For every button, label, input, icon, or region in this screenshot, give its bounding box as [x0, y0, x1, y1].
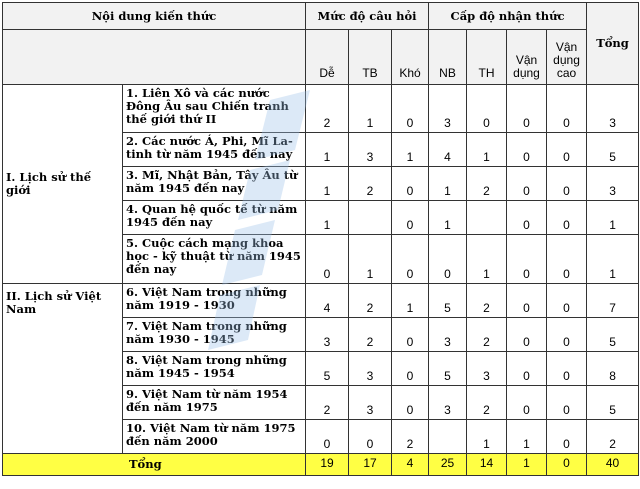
kho-cell: 0: [392, 167, 429, 201]
topic-cell: 10. Việt Nam từ năm 1975 đến năm 2000: [123, 420, 306, 454]
tb-cell: 3: [349, 352, 392, 386]
vd-cell: 0: [507, 386, 547, 420]
tb-cell: 3: [349, 386, 392, 420]
de-cell: 1: [306, 133, 349, 167]
th-cell: 2: [467, 284, 507, 318]
tb-cell: 0: [349, 420, 392, 454]
question-matrix-table: [2, 2, 639, 476]
kho-cell: 0: [392, 318, 429, 352]
de-cell: 0: [306, 420, 349, 454]
nb-cell: [429, 420, 467, 454]
nb-cell: 4: [429, 133, 467, 167]
de-cell: 5: [306, 352, 349, 386]
de-cell: 2: [306, 85, 349, 133]
header-de: Dễ: [306, 30, 349, 85]
nb-cell: 0: [429, 235, 467, 284]
kho-cell: 1: [392, 284, 429, 318]
vdc-cell: 0: [547, 85, 587, 133]
kho-cell: 0: [392, 235, 429, 284]
th-cell: 2: [467, 386, 507, 420]
kho-cell: 0: [392, 85, 429, 133]
de-cell: 1: [306, 201, 349, 235]
tb-cell: [349, 201, 392, 235]
tong-cell: 3: [587, 85, 639, 133]
cognitive-group-header: Cấp độ nhận thức: [429, 3, 587, 30]
th-cell: 1: [467, 133, 507, 167]
total-row: [3, 454, 639, 476]
tb-cell: 2: [349, 318, 392, 352]
header-kho: Khó: [392, 30, 429, 85]
topic-cell: 8. Việt Nam trong những năm 1945 - 1954: [123, 352, 306, 386]
vdc-cell: 0: [547, 352, 587, 386]
total-vdc: 0: [547, 454, 587, 476]
topic-cell: 4. Quan hệ quốc tế từ năm 1945 đến nay: [123, 201, 306, 235]
vdc-cell: 0: [547, 167, 587, 201]
vdc-cell: 0: [547, 386, 587, 420]
vd-cell: 0: [507, 284, 547, 318]
de-cell: 3: [306, 318, 349, 352]
tong-cell: 5: [587, 318, 639, 352]
nb-cell: 3: [429, 85, 467, 133]
th-cell: 2: [467, 167, 507, 201]
th-cell: 2: [467, 318, 507, 352]
content-header-blank: [3, 30, 306, 85]
topic-cell: 1. Liên Xô và các nước Đông Âu sau Chiến tranh thế giới thứ II: [123, 85, 306, 133]
tong-cell: 7: [587, 284, 639, 318]
tong-cell: 8: [587, 352, 639, 386]
vdc-cell: 0: [547, 235, 587, 284]
kho-cell: 2: [392, 420, 429, 454]
vd-cell: 0: [507, 318, 547, 352]
difficulty-group-header: Mức độ câu hỏi: [306, 3, 429, 30]
th-cell: 0: [467, 85, 507, 133]
topic-cell: 3. Mĩ, Nhật Bản, Tây Âu từ năm 1945 đến nay: [123, 167, 306, 201]
kho-cell: 0: [392, 201, 429, 235]
header-van-dung: Vận dụng: [507, 30, 547, 85]
th-cell: 1: [467, 235, 507, 284]
tb-cell: 1: [349, 235, 392, 284]
kho-cell: 0: [392, 386, 429, 420]
tong-cell: 1: [587, 201, 639, 235]
tb-cell: 3: [349, 133, 392, 167]
vd-cell: 0: [507, 167, 547, 201]
header-nb: NB: [429, 30, 467, 85]
nb-cell: 1: [429, 167, 467, 201]
vdc-cell: 0: [547, 201, 587, 235]
kho-cell: 1: [392, 133, 429, 167]
tong-cell: 2: [587, 420, 639, 454]
tong-cell: 3: [587, 167, 639, 201]
th-cell: [467, 201, 507, 235]
de-cell: 4: [306, 284, 349, 318]
total-tong: 40: [587, 454, 639, 476]
vdc-cell: 0: [547, 420, 587, 454]
vd-cell: 0: [507, 133, 547, 167]
vd-cell: 0: [507, 85, 547, 133]
kho-cell: 0: [392, 352, 429, 386]
tb-cell: 2: [349, 167, 392, 201]
total-kho: 4: [392, 454, 429, 476]
total-label: Tổng: [3, 454, 306, 476]
table-row: [3, 85, 639, 133]
vdc-cell: 0: [547, 133, 587, 167]
nb-cell: 3: [429, 386, 467, 420]
header-van-dung-cao: Vận dụng cao: [547, 30, 587, 85]
total-de: 19: [306, 454, 349, 476]
th-cell: 3: [467, 352, 507, 386]
tong-cell: 1: [587, 235, 639, 284]
vdc-cell: 0: [547, 318, 587, 352]
vd-cell: 0: [507, 201, 547, 235]
vd-cell: 0: [507, 235, 547, 284]
de-cell: 2: [306, 386, 349, 420]
vd-cell: 0: [507, 352, 547, 386]
topic-cell: 2. Các nước Á, Phi, Mĩ La-tinh từ năm 1945 đến nay: [123, 133, 306, 167]
tong-cell: 5: [587, 133, 639, 167]
total-tb: 17: [349, 454, 392, 476]
header-tb: TB: [349, 30, 392, 85]
topic-cell: 6. Việt Nam trong những năm 1919 - 1930: [123, 284, 306, 318]
total-th: 14: [467, 454, 507, 476]
section-title: II. Lịch sử Việt Nam: [3, 284, 123, 454]
topic-cell: 9. Việt Nam từ năm 1954 đến năm 1975: [123, 386, 306, 420]
header-th: TH: [467, 30, 507, 85]
tong-cell: 5: [587, 386, 639, 420]
table-row: [3, 284, 639, 318]
th-cell: 1: [467, 420, 507, 454]
nb-cell: 5: [429, 284, 467, 318]
total-vd: 1: [507, 454, 547, 476]
de-cell: 1: [306, 167, 349, 201]
nb-cell: 1: [429, 201, 467, 235]
content-header: Nội dung kiến thức: [3, 3, 306, 30]
tb-cell: 1: [349, 85, 392, 133]
section-title: I. Lịch sử thế giới: [3, 85, 123, 284]
vd-cell: 1: [507, 420, 547, 454]
topic-cell: 5. Cuộc cách mạng khoa học - kỹ thuật từ năm 1945 đến nay: [123, 235, 306, 284]
de-cell: 0: [306, 235, 349, 284]
nb-cell: 5: [429, 352, 467, 386]
total-nb: 25: [429, 454, 467, 476]
tb-cell: 2: [349, 284, 392, 318]
nb-cell: 3: [429, 318, 467, 352]
vdc-cell: 0: [547, 284, 587, 318]
total-header: Tổng: [587, 3, 639, 85]
topic-cell: 7. Việt Nam trong những năm 1930 - 1945: [123, 318, 306, 352]
